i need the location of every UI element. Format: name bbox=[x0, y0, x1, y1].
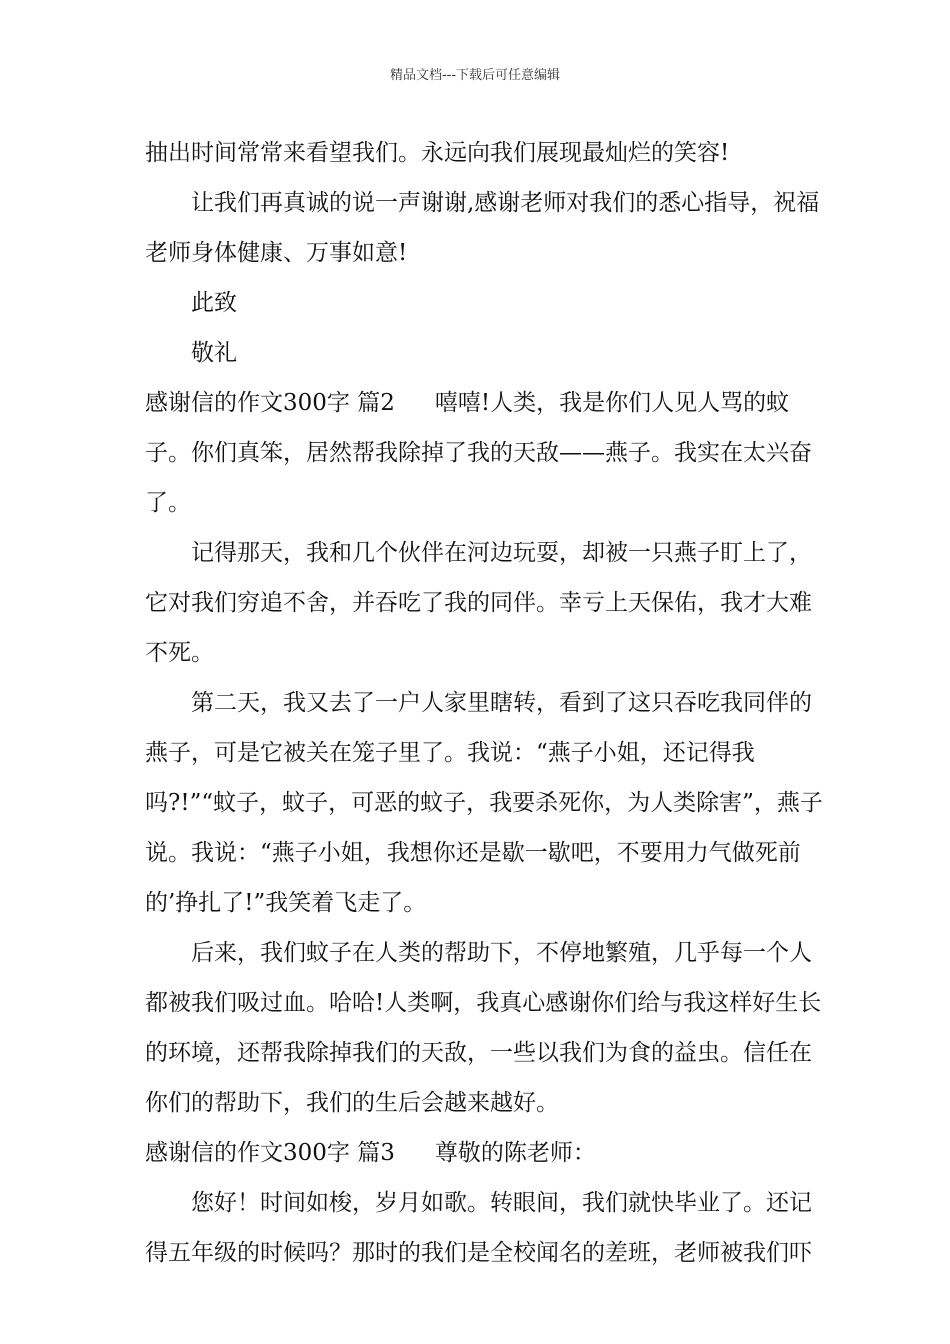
section-title: 感谢信的作文300字 篇2 bbox=[145, 390, 395, 416]
paragraph: 后来，我们蚊子在人类的帮助下，不停地繁殖，几乎每一个人都被我们吸过血。哈哈!人类啊，我真心感谢你们给与我这样好生长的环境，还帮我除掉我们的天敌，一些以我们为食的益虫。信任在你们的帮助下，我们的生后会越来越好。 bbox=[145, 940, 822, 1116]
section-2 bbox=[145, 378, 825, 528]
page-header: 精品文档---下载后可任意编辑 bbox=[389, 68, 561, 83]
section-3 bbox=[145, 1128, 825, 1178]
section-title: 感谢信的作文300字 篇3 bbox=[145, 1140, 395, 1166]
salutation: 尊敬的陈老师： bbox=[434, 1140, 596, 1166]
paragraph: 抽出时间常常来看望我们。永远向我们展现最灿烂的笑容! bbox=[145, 140, 730, 166]
document-body bbox=[145, 128, 825, 1278]
closing-line: 敬礼 bbox=[191, 340, 237, 366]
paragraph: 记得那天，我和几个伙伴在河边玩耍，却被一只燕子盯上了，它对我们穷追不舍，并吞吃了我的同伴。幸亏上天保佑，我才大难不死。 bbox=[145, 540, 812, 666]
paragraph: 您好！时间如梭，岁月如歌。转眼间，我们就快毕业了。还记得五年级的时候吗？那时的我们是全校闻名的差班，老师被我们吓 bbox=[145, 1190, 812, 1266]
paragraph: 第二天，我又去了一户人家里瞎转，看到了这只吞吃我同伴的燕子，可是它被关在笼子里了。我说：“燕子小姐，还记得我吗?!”“蚊子，蚊子，可恶的蚊子，我要杀死你，为人类除害”，燕子说。我说：“燕子小姐，我想你还是歇一歇吧，不要用力气做死前的’挣扎了!”我笑着飞走了。 bbox=[145, 690, 823, 916]
paragraph: 嘻嘻!人类，我是你们人见人骂的蚊子。你们真笨，居然帮我除掉了我的天敌——燕子。我实在太兴奋了。 bbox=[145, 390, 812, 516]
closing-line: 此致 bbox=[191, 290, 237, 316]
paragraph: 让我们再真诚的说一声谢谢,感谢老师对我们的悉心指导，祝福老师身体健康、万事如意! bbox=[145, 190, 820, 266]
